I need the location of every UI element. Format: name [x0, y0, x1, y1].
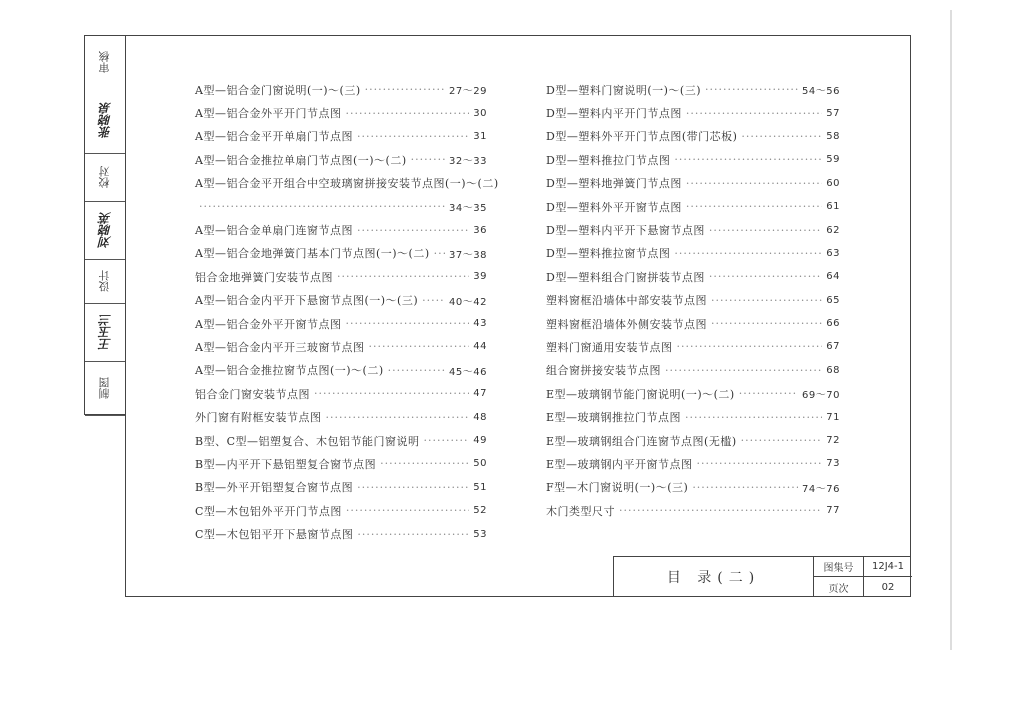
- toc-entry-continued[interactable]: [195, 195, 487, 218]
- checker-name-cell: [85, 202, 125, 260]
- toc-entry-page: 52: [473, 505, 487, 517]
- toc-entry[interactable]: [195, 382, 487, 405]
- toc-entry-page: 51: [473, 481, 487, 493]
- leader-dots: [337, 270, 469, 283]
- toc-entry-title: A型—铝合金推拉单扇门节点图(一)～(二): [195, 153, 407, 167]
- checker-cell: [85, 154, 125, 202]
- designer-cell: [85, 260, 125, 304]
- leader-dots: [686, 200, 822, 213]
- toc-entry-title: 组合窗拼接安装节点图: [546, 364, 661, 378]
- toc-entry-page: 71: [826, 411, 840, 423]
- toc-entry-page: 54～56: [802, 86, 840, 98]
- toc-entry[interactable]: [546, 312, 840, 335]
- toc-entry-page: 77: [826, 505, 840, 517]
- toc-entry-title: A型—铝合金门窗说明(一)～(三): [195, 83, 361, 97]
- toc-entry[interactable]: [195, 218, 487, 241]
- leader-dots: [357, 481, 469, 494]
- toc-entry-page: 45～46: [449, 366, 487, 378]
- leader-dots: [686, 177, 822, 190]
- toc-entry[interactable]: [546, 499, 840, 522]
- toc-entry-title: 塑料窗框沿墙体外侧安装节点图: [546, 317, 707, 331]
- designer-name-cell: [85, 304, 125, 362]
- toc-entry[interactable]: [195, 172, 499, 195]
- toc-entry[interactable]: [195, 452, 487, 475]
- toc-entry-page: 27～29: [449, 86, 487, 98]
- toc-entry-page: 60: [826, 177, 840, 189]
- leader-dots: [692, 481, 798, 494]
- toc-entry-page: 30: [473, 107, 487, 119]
- toc-entry-page: 44: [473, 341, 487, 353]
- toc-entry-title: A型—铝合金平开组合中空玻璃窗拼接安装节点图(一)～(二): [195, 177, 499, 191]
- toc-entry-page: 66: [826, 318, 840, 330]
- toc-entry[interactable]: [546, 429, 840, 452]
- leader-dots: [368, 340, 469, 353]
- toc-entry-page: 69～70: [802, 390, 840, 402]
- toc-entry-page: 32～33: [449, 156, 487, 168]
- toc-entry-title: 塑料门窗通用安装节点图: [546, 340, 673, 354]
- toc-entry-page: 68: [826, 364, 840, 376]
- toc-entry[interactable]: [546, 359, 840, 382]
- checker-label: 校对: [98, 166, 111, 189]
- toc-entry[interactable]: [546, 148, 840, 171]
- toc-entry-page: 31: [473, 130, 487, 142]
- toc-entry[interactable]: [195, 429, 487, 452]
- toc-entry-page: 40～42: [449, 296, 487, 308]
- leader-dots: [424, 434, 470, 447]
- leader-dots: [739, 387, 798, 400]
- leader-dots: [411, 153, 445, 166]
- toc-entry[interactable]: [546, 452, 840, 475]
- toc-entry[interactable]: [546, 289, 840, 312]
- leader-dots: [365, 83, 445, 96]
- toc-entry-title: D型—塑料组合门窗拼装节点图: [546, 270, 705, 284]
- toc-entry-page: 48: [473, 411, 487, 423]
- toc-entry-title: D型—塑料外平开门节点图(带门芯板): [546, 130, 738, 144]
- toc-entry-title: 铝合金门窗安装节点图: [195, 387, 310, 401]
- recorder-label: 制图: [98, 377, 111, 400]
- leader-dots: [677, 340, 823, 353]
- toc-entry-page: 61: [826, 201, 840, 213]
- scan-edge-line: [950, 10, 952, 650]
- toc-entry-title: E型—玻璃钢推拉门节点图: [546, 411, 682, 425]
- toc-entry-title: A型—铝合金单扇门连窗节点图: [195, 224, 353, 238]
- toc-entry-title: 铝合金地弹簧门安装节点图: [195, 270, 333, 284]
- toc-entry[interactable]: [195, 335, 487, 358]
- toc-entry[interactable]: [195, 242, 487, 265]
- toc-entry[interactable]: [546, 195, 840, 218]
- toc-entry[interactable]: [195, 499, 487, 522]
- toc-entry-title: A型—铝合金内平开三玻窗节点图: [195, 340, 365, 354]
- toc-entry-title: D型—塑料外平开窗节点图: [546, 200, 682, 214]
- toc-entry-page: 73: [826, 458, 840, 470]
- leader-dots: [619, 504, 822, 517]
- toc-entry[interactable]: [195, 312, 487, 335]
- toc-right-column: [546, 78, 840, 522]
- toc-entry-page: 39: [473, 271, 487, 283]
- toc-entry-page: 63: [826, 247, 840, 259]
- recorder-cell: [85, 362, 125, 416]
- leader-dots: [357, 130, 469, 143]
- toc-entry-page: 74～76: [802, 483, 840, 495]
- leader-dots: [357, 224, 469, 237]
- leader-dots: [741, 130, 822, 143]
- approver-cell: [85, 36, 125, 88]
- signature-strip: [84, 35, 126, 415]
- sheet-title: 目 录(二): [614, 557, 814, 597]
- leader-dots: [422, 294, 445, 307]
- leader-dots: [674, 247, 822, 260]
- toc-entry[interactable]: [195, 78, 487, 101]
- atlas-number-value: 12J4-1: [864, 557, 912, 577]
- toc-entry[interactable]: [195, 476, 487, 499]
- toc-entry-title: 塑料窗框沿墙体中部安装节点图: [546, 294, 707, 308]
- leader-dots: [388, 364, 445, 377]
- toc-entry-page: 72: [826, 435, 840, 447]
- toc-entry-title: A型—铝合金外平开窗节点图: [195, 317, 342, 331]
- toc-entry-title: A型—铝合金推拉窗节点图(一)～(二): [195, 364, 384, 378]
- toc-entry-page: 62: [826, 224, 840, 236]
- toc-entry-title: D型—塑料推拉窗节点图: [546, 247, 671, 261]
- toc-entry-page: 43: [473, 318, 487, 330]
- toc-entry-title: E型—玻璃钢内平开窗节点图: [546, 457, 693, 471]
- leader-dots: [326, 411, 470, 424]
- atlas-number-label: 图集号: [814, 557, 864, 577]
- toc-entry-title: D型—塑料地弹簧门节点图: [546, 177, 682, 191]
- toc-entry-title: B型、C型—铝塑复合、木包铝节能门窗说明: [195, 434, 420, 448]
- toc-entry[interactable]: [195, 101, 487, 124]
- toc-entry-page: 65: [826, 294, 840, 306]
- toc-entry-title: C型—木包铝平开下悬窗节点图: [195, 528, 354, 542]
- leader-dots: [357, 528, 469, 541]
- toc-entry-page: 57: [826, 107, 840, 119]
- toc-entry-title: D型—塑料门窗说明(一)～(三): [546, 83, 701, 97]
- toc-entry-page: 53: [473, 528, 487, 540]
- page-number-value: 02: [881, 581, 895, 593]
- toc-entry-title: A型—铝合金内平开下悬窗节点图(一)～(三): [195, 294, 419, 308]
- toc-entry[interactable]: [195, 265, 487, 288]
- page-number-label: 页次: [814, 577, 864, 597]
- leader-dots: [685, 411, 822, 424]
- leader-dots: [741, 434, 823, 447]
- toc-entry[interactable]: [546, 382, 840, 405]
- toc-entry[interactable]: [195, 125, 487, 148]
- toc-entry[interactable]: [195, 522, 487, 545]
- toc-entry-title: A型—铝合金平开单扇门节点图: [195, 130, 353, 144]
- designer-label: 设计: [98, 270, 111, 293]
- leader-dots: [711, 317, 822, 330]
- toc-entry-title: A型—铝合金外平开门节点图: [195, 107, 342, 121]
- leader-dots: [346, 504, 469, 517]
- toc-left-column: [195, 78, 499, 546]
- toc-entry-page: 34～35: [449, 203, 487, 215]
- toc-entry-title: E型—玻璃钢节能门窗说明(一)～(二): [546, 387, 735, 401]
- toc-entry[interactable]: [195, 148, 487, 171]
- toc-entry-page: 64: [826, 271, 840, 283]
- leader-dots: [345, 107, 469, 120]
- toc-entry-page: 36: [473, 224, 487, 236]
- leader-dots: [709, 270, 822, 283]
- leader-dots: [434, 247, 445, 260]
- leader-dots: [686, 107, 822, 120]
- approver-name-cell: [85, 88, 125, 154]
- toc-entry-title: B型—内平开下悬铝塑复合窗节点图: [195, 457, 377, 471]
- toc-entry[interactable]: [546, 335, 840, 358]
- title-block: [613, 556, 911, 597]
- approver-label: 审核: [98, 51, 111, 73]
- toc-entry-page: 58: [826, 130, 840, 142]
- checker-signature: 刘晓英: [98, 212, 113, 249]
- toc-entry[interactable]: [195, 359, 487, 382]
- toc-entry-title: D型—塑料推拉门节点图: [546, 153, 671, 167]
- toc-entry-title: A型—铝合金地弹簧门基本门节点图(一)～(二): [195, 247, 430, 261]
- leader-dots: [314, 387, 469, 400]
- toc-entry[interactable]: [546, 405, 840, 428]
- toc-entry-title: E型—玻璃钢组合门连窗节点图(无槛): [546, 434, 737, 448]
- toc-entry[interactable]: [546, 78, 840, 101]
- toc-entry[interactable]: [546, 101, 840, 124]
- toc-entry-page: 37～38: [449, 249, 487, 261]
- leader-dots: [697, 457, 823, 470]
- toc-entry-page: 59: [826, 154, 840, 166]
- toc-entry-title: F型—木门窗说明(一)～(三): [546, 481, 689, 495]
- leader-dots: [674, 153, 822, 166]
- toc-entry[interactable]: [546, 476, 840, 499]
- leader-dots: [380, 457, 469, 470]
- toc-entry[interactable]: [195, 289, 487, 312]
- toc-entry[interactable]: [546, 242, 840, 265]
- toc-entry-page: 49: [473, 435, 487, 447]
- leader-dots: [345, 317, 469, 330]
- leader-dots: [705, 83, 798, 96]
- toc-entry[interactable]: [195, 405, 487, 428]
- toc-entry-title: D型—塑料内平开下悬窗节点图: [546, 224, 705, 238]
- toc-entry[interactable]: [546, 172, 840, 195]
- toc-entry-title: 外门窗有附框安装节点图: [195, 411, 322, 425]
- toc-entry-title: B型—外平开铝塑复合窗节点图: [195, 481, 354, 495]
- approver-signature: 张晓泉: [98, 102, 113, 139]
- toc-entry[interactable]: [546, 125, 840, 148]
- leader-dots: [199, 200, 445, 213]
- toc-entry[interactable]: [546, 218, 840, 241]
- leader-dots: [711, 294, 822, 307]
- leader-dots: [709, 224, 822, 237]
- toc-entry-title: C型—木包铝外平开门节点图: [195, 504, 342, 518]
- toc-entry-title: 木门类型尺寸: [546, 504, 615, 518]
- toc-entry-page: 47: [473, 388, 487, 400]
- toc-entry-page: 50: [473, 458, 487, 470]
- designer-signature: 王玉兰: [98, 314, 113, 351]
- toc-entry-title: D型—塑料内平开门节点图: [546, 107, 682, 121]
- leader-dots: [665, 364, 822, 377]
- toc-entry-page: 67: [826, 341, 840, 353]
- toc-entry[interactable]: [546, 265, 840, 288]
